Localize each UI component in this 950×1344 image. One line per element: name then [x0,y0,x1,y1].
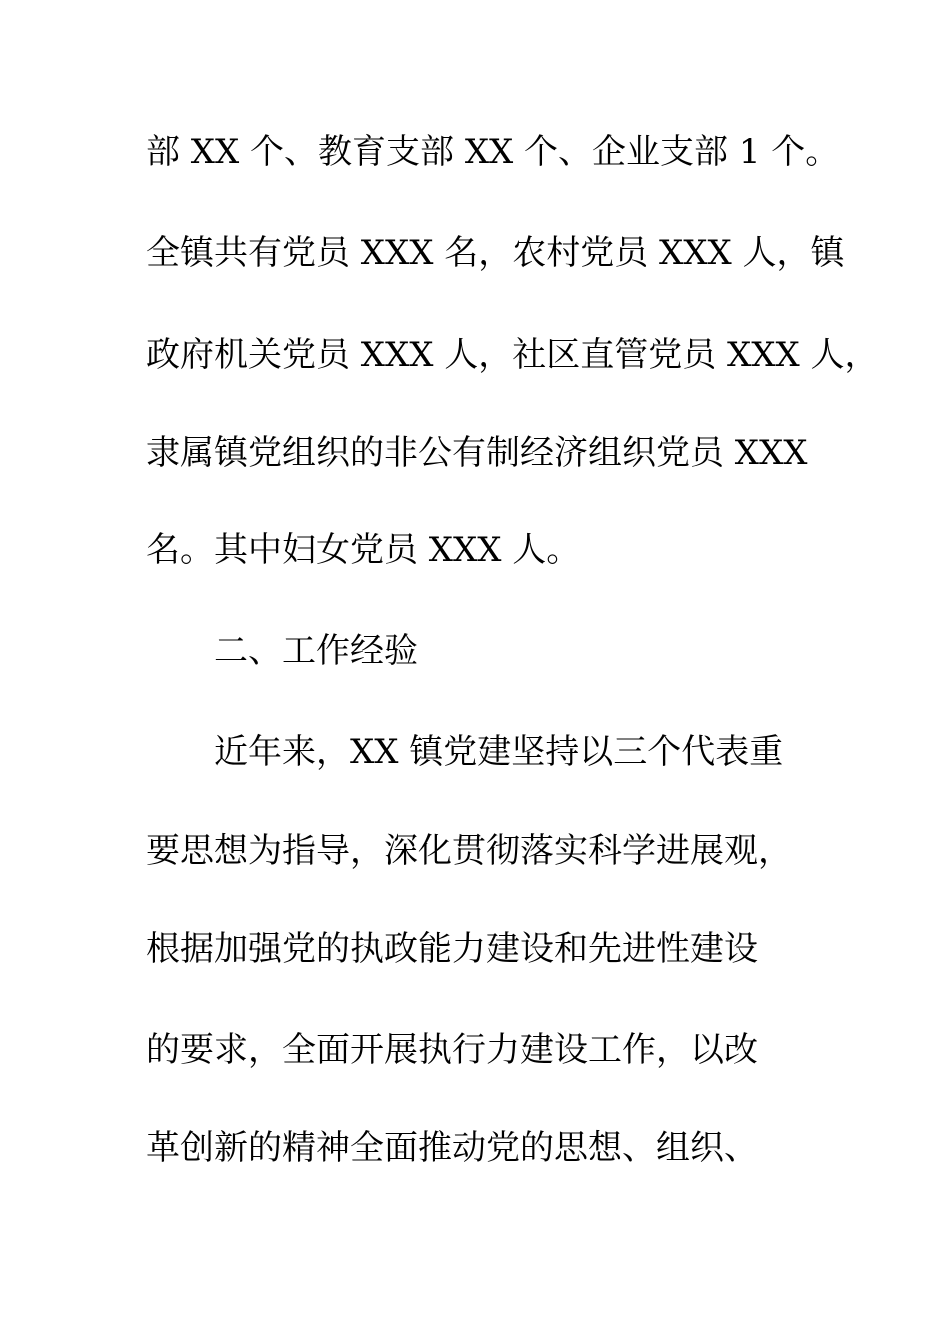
text-line: 全镇共有党员 XXX 名，农村党员 XXX 人，镇 [146,233,845,273]
text-line: 根据加强党的执政能力建设和先进性建设 [146,929,758,969]
text-line: 革创新的精神全面推动党的思想、组织、 [146,1128,758,1168]
text-line: 名。其中妇女党员 XXX 人。 [146,530,581,570]
text-line: 的要求，全面开展执行力建设工作，以改 [146,1030,758,1070]
text-line: 要思想为指导，深化贯彻落实科学进展观， [146,831,792,871]
text-line: 隶属镇党组织的非公有制经济组织党员 XXX [146,433,808,473]
section-heading: 二、工作经验 [214,631,418,671]
text-line: 部 XX 个、教育支部 XX 个、企业支部 1 个。 [146,132,840,172]
paragraph-first-line: 近年来，XX 镇党建坚持以三个代表重 [214,732,784,772]
text-line: 政府机关党员 XXX 人，社区直管党员 XXX 人， [146,335,879,375]
